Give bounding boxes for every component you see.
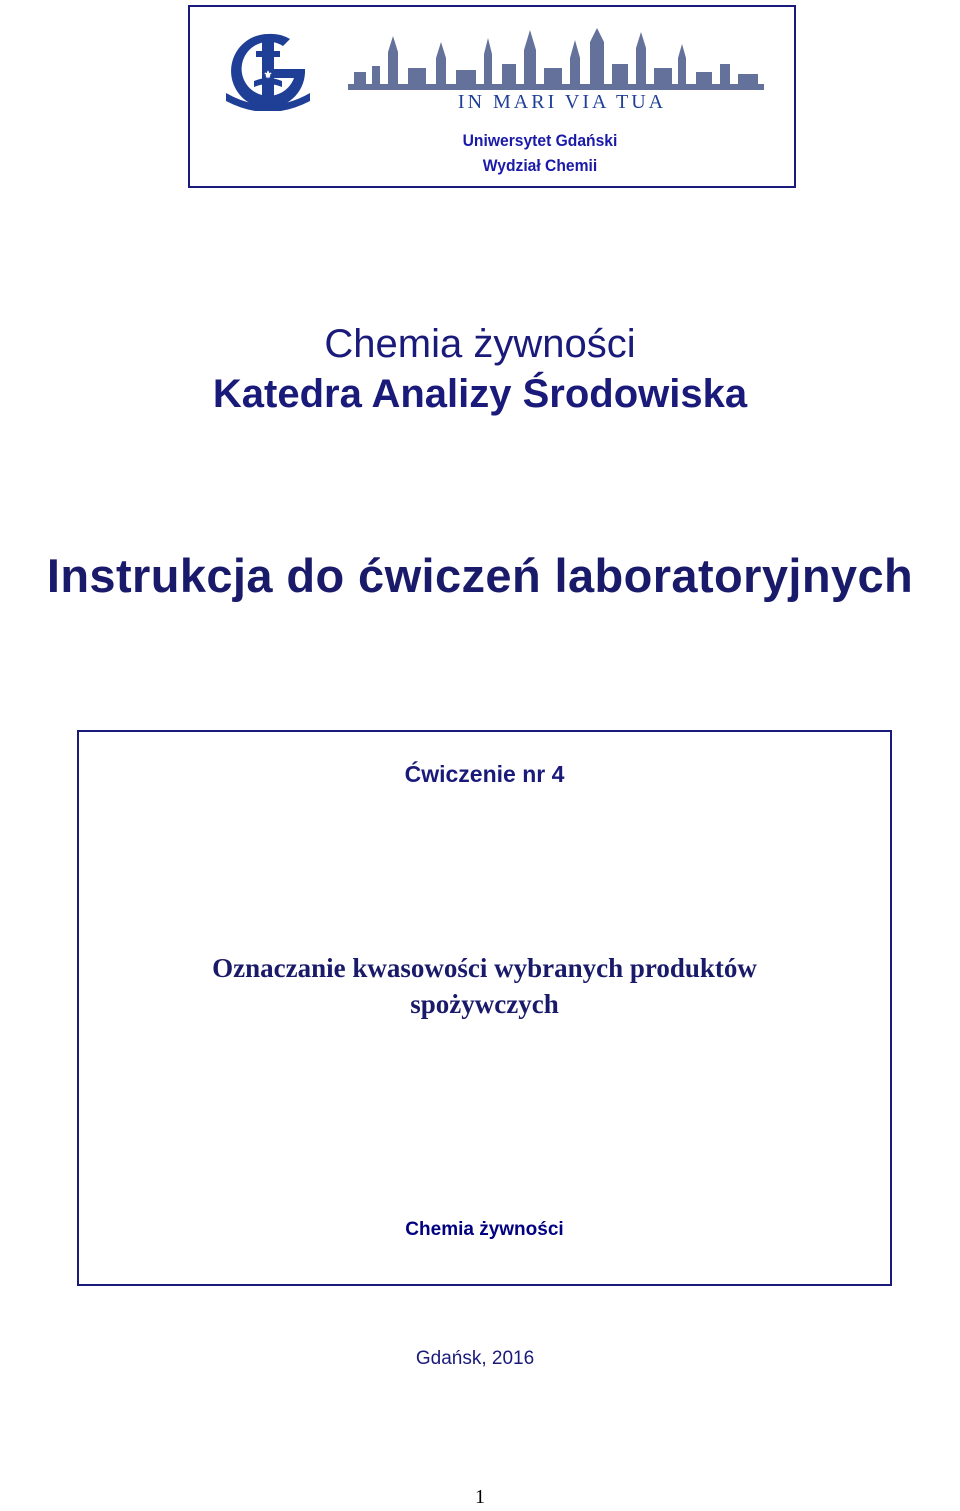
city-year: Gdańsk, 2016 (415, 1348, 535, 1369)
gdansk-skyline-illustration (344, 28, 768, 112)
svg-text:⚜: ⚜ (263, 70, 273, 81)
document-title: Instrukcja do ćwiczeń laboratoryjnych (46, 549, 914, 602)
university-logo (218, 31, 318, 111)
exercise-topic-line1: Oznaczanie kwasowości wybranych produktów (212, 953, 757, 983)
university-name: Uniwersytet Gdański (462, 131, 618, 150)
department-title: Katedra Analizy Środowiska (212, 372, 748, 416)
faculty-name: Wydział Chemii (482, 156, 598, 175)
course-title: Chemia żywności (324, 322, 636, 366)
exercise-topic-line2: spożywczych (410, 989, 559, 1019)
motto-text: IN MARI VIA TUA (457, 91, 667, 112)
exercise-number: Ćwiczenie nr 4 (404, 761, 565, 787)
page-number: 1 (475, 1486, 485, 1508)
exercise-topic (77, 950, 892, 1022)
exercise-course-footer: Chemia żywności (405, 1219, 564, 1240)
